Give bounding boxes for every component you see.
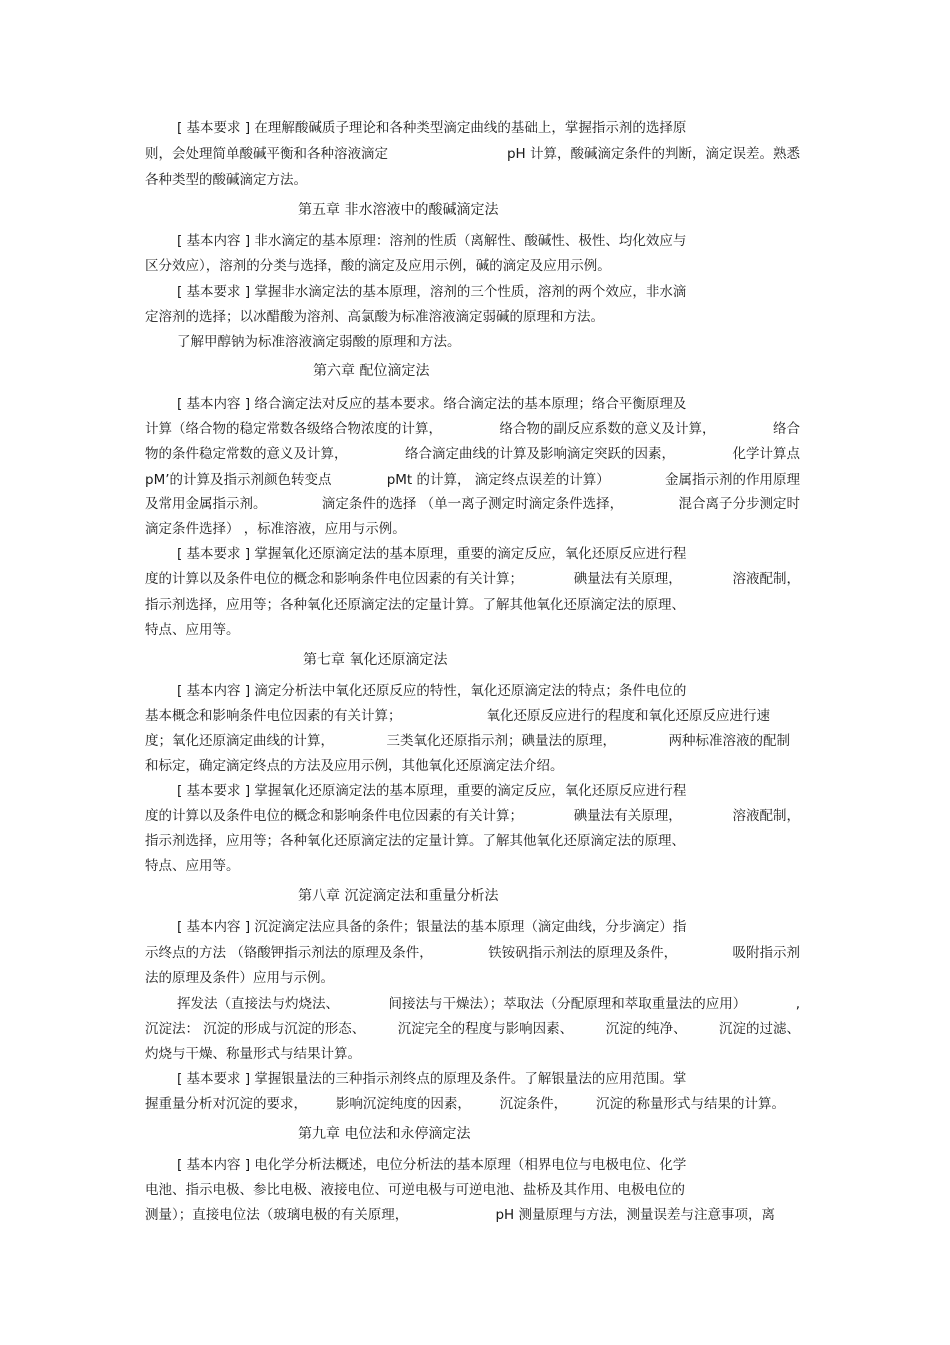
text-segment: 混合离子分步测定时 (678, 496, 800, 512)
text-line: [ 基本要求 ] 掌握氧化还原滴定法的基本原理，重要的滴定反应，氧化还原反应进行程 (177, 783, 687, 799)
text-line: 特点、应用等。 (145, 622, 240, 638)
text-segment: 影响沉淀纯度的因素， (335, 1096, 471, 1112)
text-line: 灼烧与干燥、称量形式与结果计算。 (145, 1046, 361, 1062)
text-line: 区分效应），溶剂的分类与选择，酸的滴定及应用示例，碱的滴定及应用示例。 (145, 258, 611, 274)
text-segment: 度；氧化还原滴定曲线的计算， (145, 733, 334, 749)
text-segment: 计算（络合物的稳定常数各级络合物浓度的计算， (145, 421, 442, 437)
text-segment: 碘量法有关原理， (573, 571, 682, 587)
chapter-heading: 第八章 沉淀滴定法和重量分析法 (298, 888, 499, 904)
text-line: 和标定，确定滴定终点的方法及应用示例，其他氧化还原滴定法介绍。 (145, 758, 564, 774)
text-segment: 度的计算以及条件电位的概念和影响条件电位因素的有关计算； (145, 571, 523, 587)
text-segment: 度的计算以及条件电位的概念和影响条件电位因素的有关计算； (145, 808, 523, 824)
text-line: [ 基本内容 ] 电化学分析法概述，电位分析法的基本原理（相界电位与电极电位、化学 (177, 1157, 687, 1173)
text-segment: 三类氧化还原指示剂；碘量法的原理， (386, 733, 616, 749)
text-segment: pMt 的计算， 滴定终点误差的计算） (386, 472, 610, 488)
text-segment: pH 计算，酸碱滴定条件的判断，滴定误差。熟悉 (506, 146, 800, 162)
text-line: 指示剂选择，应用等；各种氧化还原滴定法的定量计算。了解其他氧化还原滴定法的原理、 (145, 833, 685, 849)
text-segment: 滴定条件的选择 （单一离子测定时滴定条件选择， (321, 496, 624, 512)
text-line: [ 基本内容 ] 沉淀滴定法应具备的条件；银量法的基本原理（滴定曲线，分步滴定）指 (177, 919, 687, 935)
text-line: 特点、应用等。 (145, 858, 240, 874)
text-segment: 氧化还原反应进行的程度和氧化还原反应进行速 (486, 708, 770, 724)
text-segment: 溶液配制， (732, 571, 800, 587)
text-line: 了解甲醇钠为标准溶液滴定弱酸的原理和方法。 (177, 334, 461, 350)
text-line: 定溶剂的选择；以冰醋酸为溶剂、高氯酸为标准溶液滴定弱碱的原理和方法。 (145, 309, 604, 325)
text-line (145, 444, 800, 464)
text-segment: 碘量法有关原理， (573, 808, 682, 824)
text-segment: 络合滴定曲线的计算及影响滴定突跃的因素， (405, 446, 675, 462)
text-line: [ 基本要求 ] 掌握氧化还原滴定法的基本原理，重要的滴定反应，氧化还原反应进行程 (177, 546, 687, 562)
text-segment: 沉淀的过滤、 (718, 1021, 800, 1037)
text-line: 各种类型的酸碱滴定方法。 (145, 172, 307, 188)
text-segment: 沉淀完全的程度与影响因素、 (397, 1021, 574, 1037)
text-segment: 络合 (773, 421, 800, 437)
text-segment: 示终点的方法 （铬酸钾指示剂法的原理及条件， (145, 945, 433, 961)
text-segment: 挥发法（直接法与灼烧法、 (177, 996, 339, 1012)
chapter-heading: 第五章 非水溶液中的酸碱滴定法 (298, 202, 499, 218)
text-line (145, 1205, 775, 1225)
text-line (145, 806, 800, 826)
text-segment: 间接法与干燥法）；萃取法（分配原理和萃取重量法的应用） (388, 996, 747, 1012)
text-segment: 溶液配制， (732, 808, 800, 824)
text-line (145, 1019, 800, 1039)
text-segment: 沉淀的称量形式与结果的计算。 (595, 1096, 785, 1112)
chapter-heading: 第七章 氧化还原滴定法 (303, 652, 448, 668)
text-line (177, 994, 800, 1014)
text-segment: 沉淀的纯净、 (605, 1021, 687, 1037)
text-line: 电池、指示电极、参比电极、液接电位、可逆电极与可逆电池、盐桥及其作用、电极电位的 (145, 1182, 685, 1198)
text-line: 法的原理及条件）应用与示例。 (145, 970, 334, 986)
text-segment: 铁铵矾指示剂法的原理及条件， (488, 945, 678, 961)
text-segment: 基本概念和影响条件电位因素的有关计算； (145, 708, 402, 724)
text-line (145, 470, 800, 490)
text-segment: 物的条件稳定常数的意义及计算， (145, 446, 348, 462)
text-segment: 吸附指示剂 (732, 945, 800, 961)
text-line (145, 706, 770, 726)
text-segment: pM’的计算及指示剂颜色转变点 (145, 472, 332, 488)
text-segment: 则，会处理简单酸碱平衡和各种溶液滴定 (145, 146, 388, 162)
text-line: [ 基本内容 ] 络合滴定法对反应的基本要求。络合滴定法的基本原理；络合平衡原理及 (177, 396, 687, 412)
text-line: [ 基本要求 ] 在理解酸碱质子理论和各种类型滴定曲线的基础上，掌握指示剂的选择原 (177, 120, 687, 136)
text-line (145, 731, 790, 751)
text-line (145, 144, 800, 164)
text-line (145, 569, 800, 589)
text-line (145, 494, 800, 514)
text-segment: 金属指示剂的作用原理 (664, 472, 800, 488)
chapter-heading: 第九章 电位法和永停滴定法 (298, 1126, 471, 1142)
text-line: [ 基本要求 ] 掌握非水滴定法的基本原理，溶剂的三个性质，溶剂的两个效应，非水滴 (177, 284, 687, 300)
text-segment: pH 测量原理与方法，测量误差与注意事项，离 (495, 1207, 775, 1223)
text-line: [ 基本内容 ] 非水滴定的基本原理：溶剂的性质（离解性、酸碱性、极性、均化效应与 (177, 233, 687, 249)
text-segment: 握重量分析对沉淀的要求， (145, 1096, 307, 1112)
text-segment: 及常用金属指示剂。 (145, 496, 267, 512)
chapter-heading: 第六章 配位滴定法 (313, 363, 430, 379)
text-segment: 测量）；直接电位法（玻璃电极的有关原理， (145, 1207, 409, 1223)
text-line (145, 419, 800, 439)
text-segment: 化学计算点 (732, 446, 800, 462)
text-line (145, 943, 800, 963)
text-segment: , (795, 996, 800, 1012)
text-segment: 两种标准溶液的配制 (668, 733, 790, 749)
text-segment: 沉淀法： 沉淀的形成与沉淀的形态、 (145, 1021, 366, 1037)
text-line: [ 基本要求 ] 掌握银量法的三种指示剂终点的原理及条件。了解银量法的应用范围。掌 (177, 1071, 687, 1087)
text-line: [ 基本内容 ] 滴定分析法中氧化还原反应的特性，氧化还原滴定法的特点；条件电位的 (177, 683, 687, 699)
text-line (145, 1094, 785, 1114)
text-line: 指示剂选择，应用等；各种氧化还原滴定法的定量计算。了解其他氧化还原滴定法的原理、 (145, 597, 685, 613)
text-line: 滴定条件选择） ，标准溶液，应用与示例。 (145, 521, 406, 537)
text-segment: 络合物的副反应系数的意义及计算， (499, 421, 716, 437)
text-segment: 沉淀条件， (499, 1096, 568, 1112)
